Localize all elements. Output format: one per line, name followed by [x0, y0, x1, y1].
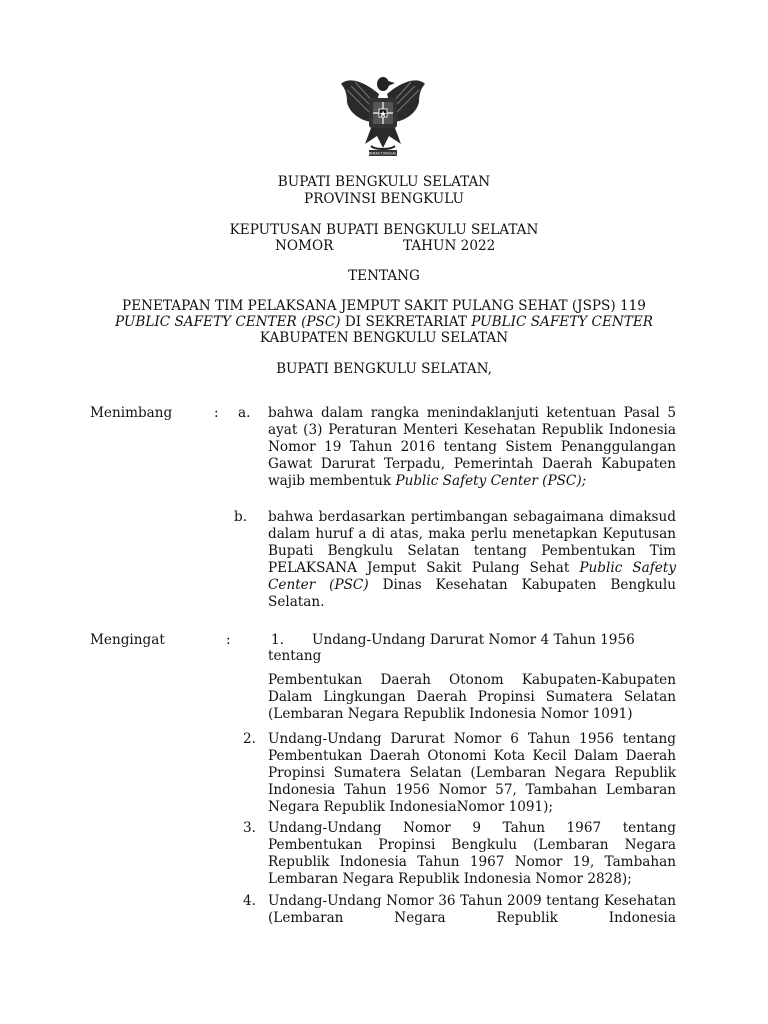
tentang-heading: TENTANG: [348, 268, 420, 284]
subject-line-2: [0, 314, 768, 331]
menimbang-item-a: [268, 405, 676, 490]
subject-psc-italic: PUBLIC SAFETY CENTER (PSC): [115, 314, 341, 330]
mengingat-marker-3: 3.: [243, 820, 256, 836]
garuda-emblem: [335, 72, 431, 164]
menimbang-item-b-text: bahwa berdasarkan pertimbangan sebagaimana dimaksud dalam huruf a di atas, maka perlu menetapkan Keputusan Bupati Bengkulu Selatan tentang Pembentukan Tim PELAKSANA Jemput Sakit Pulang Sehat: [268, 509, 676, 576]
menimbang-item-a-italic: Public Safety Center (PSC);: [395, 473, 587, 489]
mengingat-marker-4: 4.: [243, 893, 256, 909]
nomor-label: NOMOR: [275, 238, 334, 254]
mengingat-item-1-continuation: Pembentukan Daerah Otonom Kabupaten-Kabupaten Dalam Lingkungan Daerah Propinsi Sumatera Selatan (Lembaran Negara Republik Indonesia Nomor 1091): [268, 672, 676, 722]
mengingat-marker-2: 2.: [243, 731, 256, 747]
issuer-heading: BUPATI BENGKULU SELATAN,: [276, 361, 492, 377]
subject-line-1: PENETAPAN TIM PELAKSANA JEMPUT SAKIT PULANG SEHAT (JSPS) 119: [122, 298, 646, 314]
subject-line-3: KABUPATEN BENGKULU SELATAN: [259, 330, 509, 346]
mengingat-item-1-first-line: Undang-Undang Darurat Nomor 4 Tahun 1956: [312, 632, 635, 648]
menimbang-item-b: [268, 509, 676, 611]
menimbang-marker-a: a.: [238, 405, 251, 421]
menimbang-marker-b: b.: [234, 509, 248, 525]
menimbang-item-b-italic: Public Safety Center (PSC): [268, 560, 676, 593]
mengingat-marker-1: 1.: [271, 632, 284, 648]
menimbang-colon: :: [214, 405, 219, 421]
decree-title: KEPUTUSAN BUPATI BENGKULU SELATAN: [229, 222, 539, 238]
province-heading: PROVINSI BENGKULU: [304, 191, 464, 207]
subject-psc-italic-2: PUBLIC SAFETY CENTER: [471, 314, 653, 330]
mengingat-item-2: Undang-Undang Darurat Nomor 6 Tahun 1956 tentang Pembentukan Daerah Otonomi Kota Kecil Dalam Daerah Propinsi Sumatera Selatan (Lembaran Negara Republik Indonesia Tahun 1956 Nomor 57, Tambahan Lembaran Negara Republik IndonesiaNomor 1091);: [268, 731, 676, 815]
mengingat-label: Mengingat: [90, 632, 165, 648]
menimbang-item-b-tail: Dinas Kesehatan Kabupaten Bengkulu Selatan.: [268, 577, 676, 610]
regent-heading: BUPATI BENGKULU SELATAN: [277, 174, 491, 190]
svg-text:BHINNEKA TUNGGAL IKA: BHINNEKA TUNGGAL IKA: [363, 151, 403, 156]
garuda-emblem-icon: [335, 72, 431, 164]
mengingat-item-3: Undang-Undang Nomor 9 Tahun 1967 tentang Pembentukan Propinsi Bengkulu (Lembaran Negara Republik Indonesia Tahun 1967 Nomor 19, Tambahan Lembaran Negara Republik Indonesia Nomor 2828);: [268, 820, 676, 887]
mengingat-colon: :: [226, 632, 231, 648]
menimbang-item-a-text: bahwa dalam rangka menindaklanjuti ketentuan Pasal 5 ayat (3) Peraturan Menteri Kesehatan Republik Indonesia Nomor 19 Tahun 2016 tentang Sistem Penanggulangan Gawat Darurat Terpadu, Pemerintah Daerah Kabupaten wajib membentuk: [268, 405, 676, 489]
subject-connector: DI SEKRETARIAT: [340, 314, 472, 330]
mengingat-item-4: Undang-Undang Nomor 36 Tahun 2009 tentang Kesehatan (Lembaran Negara Republik Indonesia: [268, 893, 676, 926]
mengingat-item-1-second-line: tentang: [268, 648, 322, 664]
tahun-label: TAHUN 2022: [403, 238, 496, 254]
menimbang-label: Menimbang: [90, 405, 173, 421]
